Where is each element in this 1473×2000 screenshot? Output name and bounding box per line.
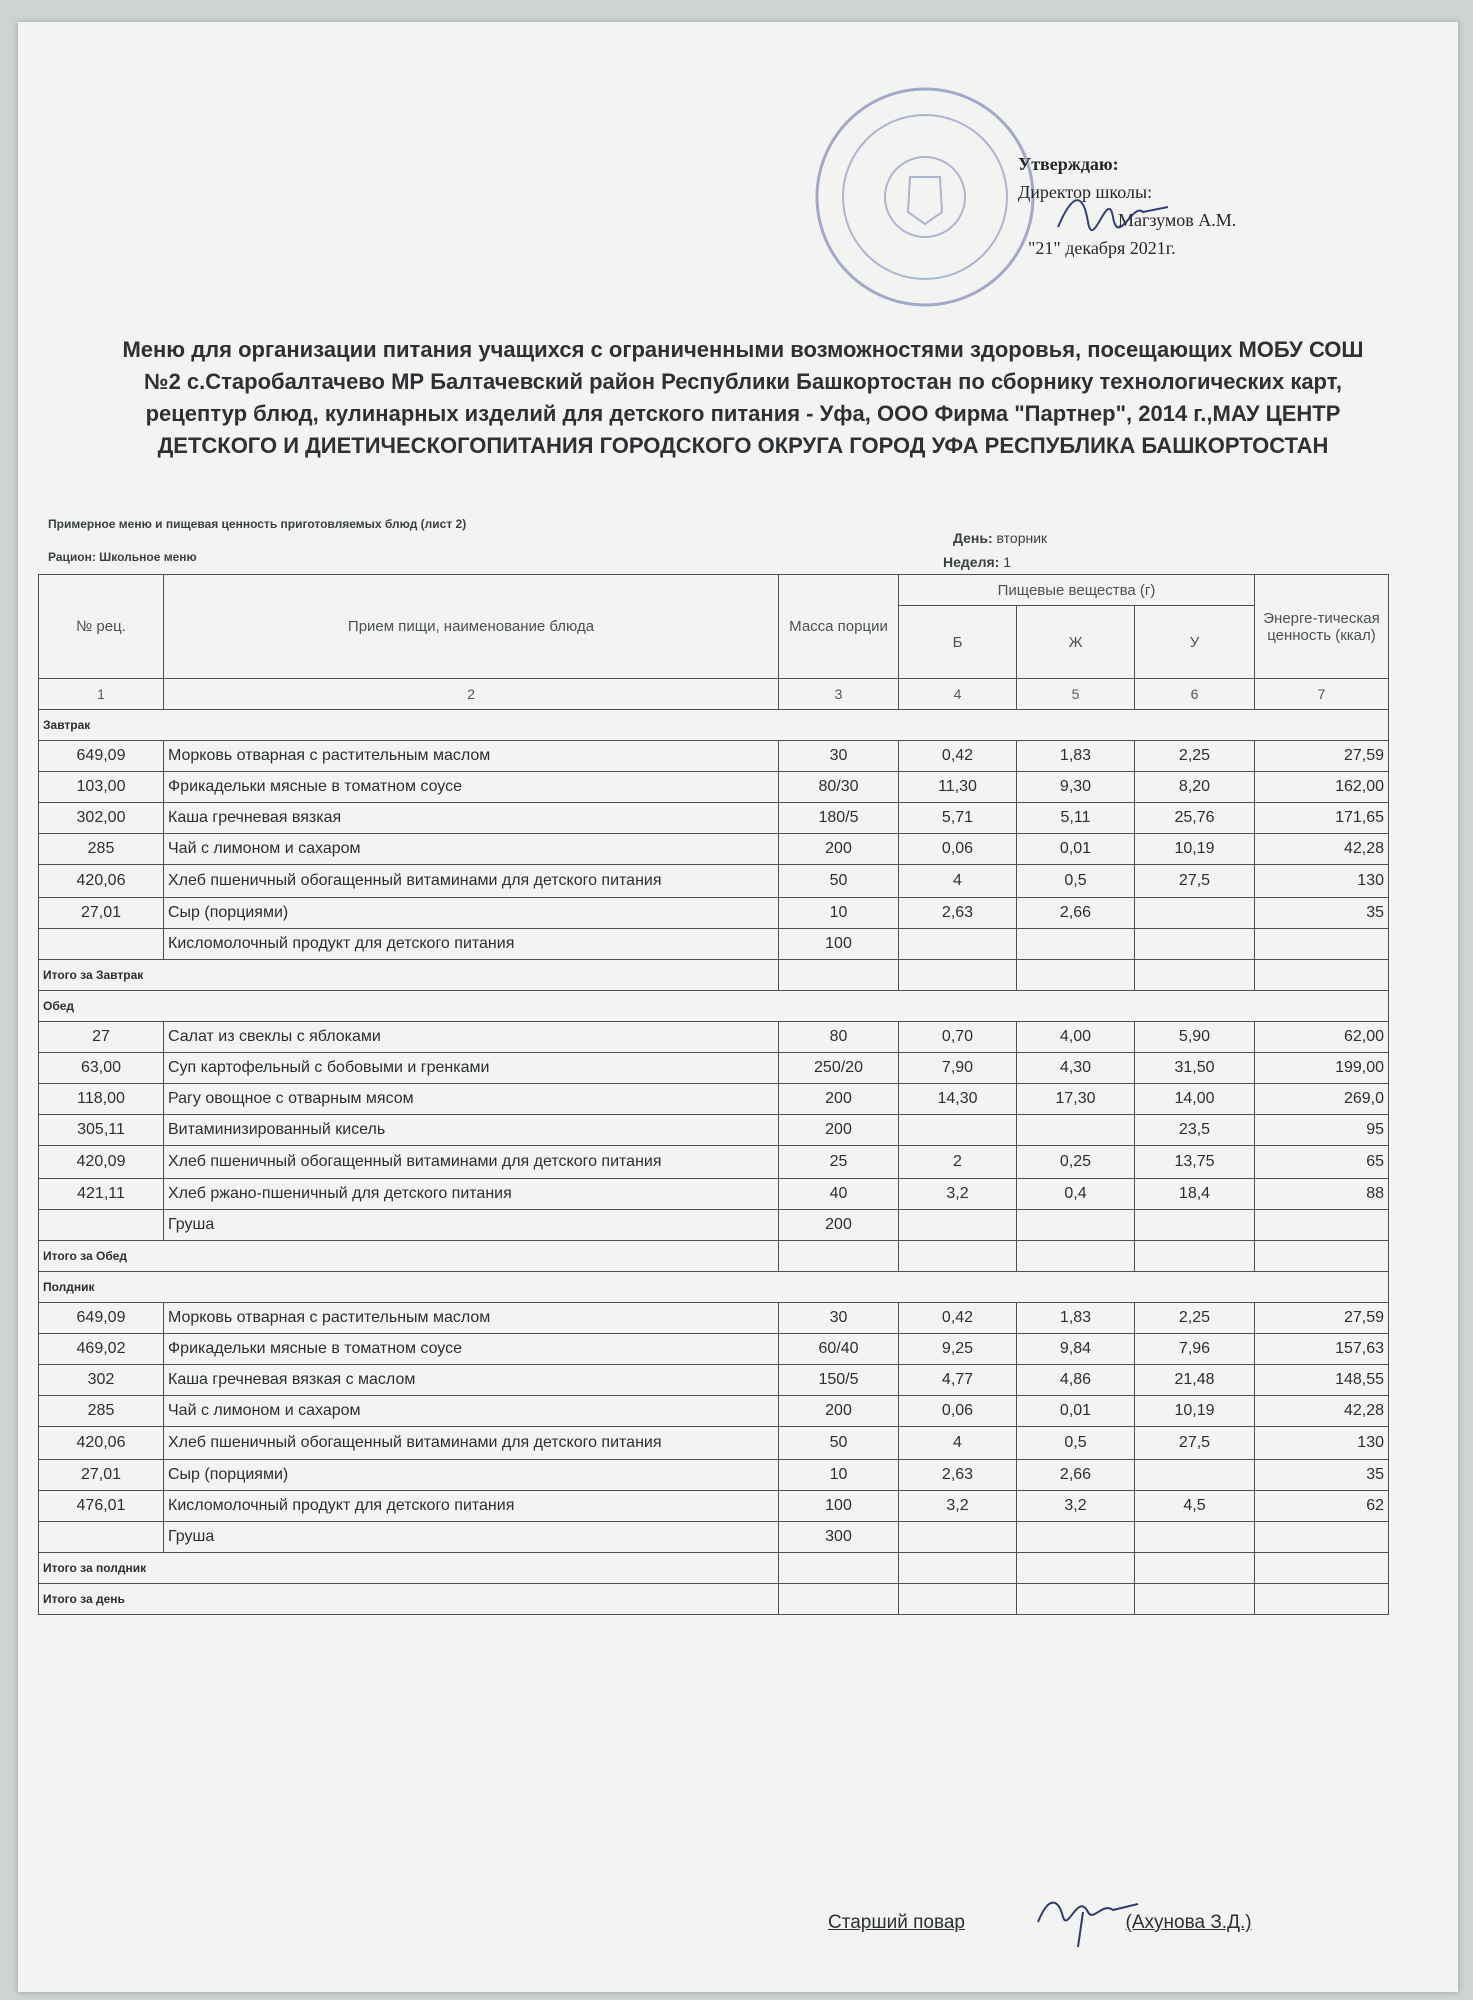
total-cell — [1135, 1241, 1255, 1272]
protein-cell: 7,90 — [899, 1053, 1017, 1084]
column-number-3: 3 — [779, 679, 899, 710]
carbs-cell: 10,19 — [1135, 834, 1255, 865]
dish-name-cell: Хлеб пшеничный обогащенный витаминами для детского питания — [164, 865, 779, 898]
total-row — [39, 1553, 1389, 1584]
header-mass: Масса порции — [779, 575, 899, 679]
carbs-cell: 14,00 — [1135, 1084, 1255, 1115]
total-cell — [1017, 1584, 1135, 1615]
rec-number-cell: 420,06 — [39, 1427, 164, 1460]
mass-cell: 80 — [779, 1022, 899, 1053]
rec-number-cell — [39, 929, 164, 960]
total-cell — [1255, 1553, 1389, 1584]
energy-cell: 88 — [1255, 1179, 1389, 1210]
mass-cell: 200 — [779, 834, 899, 865]
carbs-cell — [1135, 929, 1255, 960]
fat-cell — [1017, 929, 1135, 960]
fat-cell: 1,83 — [1017, 741, 1135, 772]
dish-name-cell: Каша гречневая вязкая с маслом — [164, 1365, 779, 1396]
energy-cell: 62,00 — [1255, 1022, 1389, 1053]
table-row — [39, 1210, 1389, 1241]
fat-cell: 1,83 — [1017, 1303, 1135, 1334]
day-value: вторник — [996, 530, 1048, 546]
day-label: День: — [953, 530, 993, 546]
fat-cell: 5,11 — [1017, 803, 1135, 834]
dish-name-cell: Суп картофельный с бобовыми и гренками — [164, 1053, 779, 1084]
mass-cell: 150/5 — [779, 1365, 899, 1396]
fat-cell: 0,01 — [1017, 834, 1135, 865]
total-cell — [779, 1241, 899, 1272]
table-row — [39, 865, 1389, 898]
protein-cell: 3,2 — [899, 1179, 1017, 1210]
footer-role: Старший повар — [828, 1912, 965, 1933]
energy-cell: 269,0 — [1255, 1084, 1389, 1115]
document-title: Меню для организации питания учащихся с ограниченными возможностями здоровья, посещающих МОБУ СОШ №2 с.Старобалтачево МР Балтачевский район Республики Башкортостан по сборнику технологических карт, рецептур блюд, кулинарных изделий для детского питания - Уфа, ООО Фирма "Партнер", 2014 г.,МАУ ЦЕНТР ДЕТСКОГО И ДИЕТИЧЕСКОГОПИТАНИЯ ГОРОДСКОГО ОКРУГА ГОРОД УФА РЕСПУБЛИКА БАШКОРТОСТАН — [122, 337, 1364, 458]
protein-cell: 3,2 — [899, 1491, 1017, 1522]
dish-name-cell: Кисломолочный продукт для детского питания — [164, 1491, 779, 1522]
column-number-7: 7 — [1255, 679, 1389, 710]
total-label: Итого за Обед — [39, 1241, 779, 1272]
dish-name-cell: Хлеб ржано-пшеничный для детского питания — [164, 1179, 779, 1210]
ration-caption: Рацион: Школьное меню — [48, 550, 197, 564]
table-row — [39, 834, 1389, 865]
fat-cell: 3,2 — [1017, 1491, 1135, 1522]
footer-name: (Ахунова З.Д.) — [1125, 1912, 1252, 1933]
rec-number-cell: 118,00 — [39, 1084, 164, 1115]
protein-cell: 5,71 — [899, 803, 1017, 834]
mass-cell: 30 — [779, 741, 899, 772]
table-row — [39, 1022, 1389, 1053]
approval-position: Директор школы: — [1018, 182, 1153, 202]
dish-name-cell: Сыр (порциями) — [164, 1460, 779, 1491]
energy-cell: 171,65 — [1255, 803, 1389, 834]
energy-cell: 130 — [1255, 865, 1389, 898]
energy-cell — [1255, 929, 1389, 960]
dish-name-cell: Каша гречневая вязкая — [164, 803, 779, 834]
rec-number-cell: 27,01 — [39, 1460, 164, 1491]
table-row — [39, 1522, 1389, 1553]
carbs-cell: 10,19 — [1135, 1396, 1255, 1427]
dish-name-cell: Сыр (порциями) — [164, 898, 779, 929]
dish-name-cell: Чай с лимоном и сахаром — [164, 1396, 779, 1427]
total-cell — [1135, 1584, 1255, 1615]
carbs-cell: 31,50 — [1135, 1053, 1255, 1084]
protein-cell: 2,63 — [899, 898, 1017, 929]
total-cell — [1017, 1553, 1135, 1584]
section-row — [39, 710, 1389, 741]
mass-cell: 200 — [779, 1396, 899, 1427]
dish-name-cell: Груша — [164, 1522, 779, 1553]
table-row — [39, 1115, 1389, 1146]
fat-cell — [1017, 1210, 1135, 1241]
total-label: Итого за полдник — [39, 1553, 779, 1584]
table-row — [39, 1491, 1389, 1522]
table-row — [39, 1460, 1389, 1491]
carbs-cell: 8,20 — [1135, 772, 1255, 803]
mass-cell: 60/40 — [779, 1334, 899, 1365]
cook-signature — [1033, 1882, 1143, 1952]
total-cell — [1017, 1241, 1135, 1272]
carbs-cell: 13,75 — [1135, 1146, 1255, 1179]
energy-cell: 95 — [1255, 1115, 1389, 1146]
fat-cell: 4,30 — [1017, 1053, 1135, 1084]
header-rec-number: № рец. — [39, 575, 164, 679]
school-seal-stamp — [810, 82, 1040, 312]
dish-name-cell: Витаминизированный кисель — [164, 1115, 779, 1146]
day-caption — [953, 530, 1047, 546]
table-row — [39, 772, 1389, 803]
fat-cell: 2,66 — [1017, 898, 1135, 929]
total-cell — [899, 1584, 1017, 1615]
mass-cell: 100 — [779, 929, 899, 960]
rec-number-cell: 305,11 — [39, 1115, 164, 1146]
rec-number-cell: 420,09 — [39, 1146, 164, 1179]
rec-number-cell: 27 — [39, 1022, 164, 1053]
energy-cell: 130 — [1255, 1427, 1389, 1460]
carbs-cell: 27,5 — [1135, 1427, 1255, 1460]
total-cell — [1135, 960, 1255, 991]
fat-cell: 0,01 — [1017, 1396, 1135, 1427]
dish-name-cell: Кисломолочный продукт для детского питания — [164, 929, 779, 960]
table-row — [39, 803, 1389, 834]
carbs-cell — [1135, 1210, 1255, 1241]
table-row — [39, 898, 1389, 929]
rec-number-cell: 476,01 — [39, 1491, 164, 1522]
protein-cell: 11,30 — [899, 772, 1017, 803]
section-label: Обед — [39, 991, 1389, 1022]
total-row — [39, 960, 1389, 991]
carbs-cell: 2,25 — [1135, 741, 1255, 772]
rec-number-cell: 285 — [39, 834, 164, 865]
section-label: Завтрак — [39, 710, 1389, 741]
approval-date: "21" декабря 2021г. — [1028, 238, 1176, 258]
energy-cell: 35 — [1255, 1460, 1389, 1491]
total-row — [39, 1584, 1389, 1615]
protein-cell — [899, 929, 1017, 960]
carbs-cell: 18,4 — [1135, 1179, 1255, 1210]
week-label: Неделя: — [943, 554, 1000, 570]
rec-number-cell: 27,01 — [39, 898, 164, 929]
carbs-cell: 5,90 — [1135, 1022, 1255, 1053]
table-row — [39, 1365, 1389, 1396]
fat-cell — [1017, 1522, 1135, 1553]
fat-cell: 0,5 — [1017, 1427, 1135, 1460]
energy-cell: 157,63 — [1255, 1334, 1389, 1365]
total-cell — [899, 960, 1017, 991]
column-number-5: 5 — [1017, 679, 1135, 710]
carbs-cell: 25,76 — [1135, 803, 1255, 834]
protein-cell — [899, 1522, 1017, 1553]
protein-cell: 0,42 — [899, 1303, 1017, 1334]
protein-cell: 0,06 — [899, 834, 1017, 865]
protein-cell: 2 — [899, 1146, 1017, 1179]
fat-cell: 2,66 — [1017, 1460, 1135, 1491]
section-row — [39, 991, 1389, 1022]
column-number-2: 2 — [164, 679, 779, 710]
protein-cell: 2,63 — [899, 1460, 1017, 1491]
table-row — [39, 1334, 1389, 1365]
rec-number-cell: 421,11 — [39, 1179, 164, 1210]
energy-cell: 42,28 — [1255, 834, 1389, 865]
total-row — [39, 1241, 1389, 1272]
energy-cell: 62 — [1255, 1491, 1389, 1522]
carbs-cell: 21,48 — [1135, 1365, 1255, 1396]
fat-cell: 9,30 — [1017, 772, 1135, 803]
fat-cell — [1017, 1115, 1135, 1146]
rec-number-cell: 649,09 — [39, 1303, 164, 1334]
approval-heading: Утверждаю: — [1018, 154, 1119, 174]
dish-name-cell: Салат из свеклы с яблоками — [164, 1022, 779, 1053]
mass-cell: 50 — [779, 1427, 899, 1460]
table-row — [39, 1053, 1389, 1084]
approval-name: Магзумов А.М. — [1118, 210, 1237, 230]
header-carbs: У — [1135, 606, 1255, 679]
header-fat: Ж — [1017, 606, 1135, 679]
fat-cell: 0,4 — [1017, 1179, 1135, 1210]
carbs-cell — [1135, 898, 1255, 929]
menu-table — [38, 574, 1389, 1615]
mass-cell: 250/20 — [779, 1053, 899, 1084]
document-page — [18, 22, 1458, 1992]
table-row — [39, 1179, 1389, 1210]
energy-cell — [1255, 1210, 1389, 1241]
dish-name-cell: Фрикадельки мясные в томатном соусе — [164, 1334, 779, 1365]
total-label: Итого за день — [39, 1584, 779, 1615]
mass-cell: 200 — [779, 1210, 899, 1241]
header-nutrients: Пищевые вещества (г) — [899, 575, 1255, 606]
protein-cell: 4 — [899, 865, 1017, 898]
table-row — [39, 1396, 1389, 1427]
table-row — [39, 741, 1389, 772]
protein-cell: 4 — [899, 1427, 1017, 1460]
table-row — [39, 929, 1389, 960]
mass-cell: 40 — [779, 1179, 899, 1210]
mass-cell: 10 — [779, 1460, 899, 1491]
table-row — [39, 1084, 1389, 1115]
mass-cell: 200 — [779, 1115, 899, 1146]
total-cell — [1017, 960, 1135, 991]
dish-name-cell: Морковь отварная с растительным маслом — [164, 741, 779, 772]
dish-name-cell: Рагу овощное с отварным мясом — [164, 1084, 779, 1115]
total-cell — [779, 1553, 899, 1584]
week-value: 1 — [1003, 554, 1011, 570]
energy-cell: 35 — [1255, 898, 1389, 929]
sheet-caption: Примерное меню и пищевая ценность приготовляемых блюд (лист 2) — [48, 517, 467, 531]
total-cell — [779, 960, 899, 991]
protein-cell: 4,77 — [899, 1365, 1017, 1396]
energy-cell — [1255, 1522, 1389, 1553]
header-protein: Б — [899, 606, 1017, 679]
rec-number-cell — [39, 1210, 164, 1241]
header-dish: Прием пищи, наименование блюда — [164, 575, 779, 679]
column-number-6: 6 — [1135, 679, 1255, 710]
energy-cell: 65 — [1255, 1146, 1389, 1179]
mass-cell: 30 — [779, 1303, 899, 1334]
mass-cell: 200 — [779, 1084, 899, 1115]
rec-number-cell: 302,00 — [39, 803, 164, 834]
protein-cell: 0,70 — [899, 1022, 1017, 1053]
carbs-cell: 7,96 — [1135, 1334, 1255, 1365]
mass-cell: 100 — [779, 1491, 899, 1522]
protein-cell: 9,25 — [899, 1334, 1017, 1365]
dish-name-cell: Груша — [164, 1210, 779, 1241]
fat-cell: 4,00 — [1017, 1022, 1135, 1053]
mass-cell: 50 — [779, 865, 899, 898]
energy-cell: 27,59 — [1255, 741, 1389, 772]
column-number-4: 4 — [899, 679, 1017, 710]
rec-number-cell: 420,06 — [39, 865, 164, 898]
dish-name-cell: Фрикадельки мясные в томатном соусе — [164, 772, 779, 803]
rec-number-cell: 649,09 — [39, 741, 164, 772]
fat-cell: 4,86 — [1017, 1365, 1135, 1396]
energy-cell: 162,00 — [1255, 772, 1389, 803]
carbs-cell: 4,5 — [1135, 1491, 1255, 1522]
mass-cell: 180/5 — [779, 803, 899, 834]
carbs-cell — [1135, 1460, 1255, 1491]
rec-number-cell: 285 — [39, 1396, 164, 1427]
total-label: Итого за Завтрак — [39, 960, 779, 991]
column-number-row — [39, 679, 1389, 710]
protein-cell: 14,30 — [899, 1084, 1017, 1115]
carbs-cell — [1135, 1522, 1255, 1553]
rec-number-cell — [39, 1522, 164, 1553]
fat-cell: 0,5 — [1017, 865, 1135, 898]
protein-cell: 0,42 — [899, 741, 1017, 772]
rec-number-cell: 469,02 — [39, 1334, 164, 1365]
fat-cell: 9,84 — [1017, 1334, 1135, 1365]
energy-cell: 148,55 — [1255, 1365, 1389, 1396]
total-cell — [1255, 1584, 1389, 1615]
section-row — [39, 1272, 1389, 1303]
header-energy: Энерге-тическая ценность (ккал) — [1255, 575, 1389, 679]
table-row — [39, 1303, 1389, 1334]
total-cell — [779, 1584, 899, 1615]
column-number-1: 1 — [39, 679, 164, 710]
total-cell — [1135, 1553, 1255, 1584]
energy-cell: 42,28 — [1255, 1396, 1389, 1427]
carbs-cell: 27,5 — [1135, 865, 1255, 898]
carbs-cell: 2,25 — [1135, 1303, 1255, 1334]
mass-cell: 80/30 — [779, 772, 899, 803]
dish-name-cell: Хлеб пшеничный обогащенный витаминами для детского питания — [164, 1427, 779, 1460]
total-cell — [899, 1553, 1017, 1584]
dish-name-cell: Хлеб пшеничный обогащенный витаминами для детского питания — [164, 1146, 779, 1179]
rec-number-cell: 103,00 — [39, 772, 164, 803]
mass-cell: 25 — [779, 1146, 899, 1179]
table-row — [39, 1427, 1389, 1460]
protein-cell — [899, 1210, 1017, 1241]
rec-number-cell: 63,00 — [39, 1053, 164, 1084]
rec-number-cell: 302 — [39, 1365, 164, 1396]
table-row — [39, 1146, 1389, 1179]
mass-cell: 10 — [779, 898, 899, 929]
dish-name-cell: Морковь отварная с растительным маслом — [164, 1303, 779, 1334]
total-cell — [1255, 960, 1389, 991]
energy-cell: 27,59 — [1255, 1303, 1389, 1334]
mass-cell: 300 — [779, 1522, 899, 1553]
week-caption — [943, 554, 1011, 570]
dish-name-cell: Чай с лимоном и сахаром — [164, 834, 779, 865]
total-cell — [899, 1241, 1017, 1272]
carbs-cell: 23,5 — [1135, 1115, 1255, 1146]
fat-cell: 17,30 — [1017, 1084, 1135, 1115]
protein-cell — [899, 1115, 1017, 1146]
protein-cell: 0,06 — [899, 1396, 1017, 1427]
fat-cell: 0,25 — [1017, 1146, 1135, 1179]
section-label: Полдник — [39, 1272, 1389, 1303]
energy-cell: 199,00 — [1255, 1053, 1389, 1084]
director-signature — [1053, 182, 1173, 242]
total-cell — [1255, 1241, 1389, 1272]
